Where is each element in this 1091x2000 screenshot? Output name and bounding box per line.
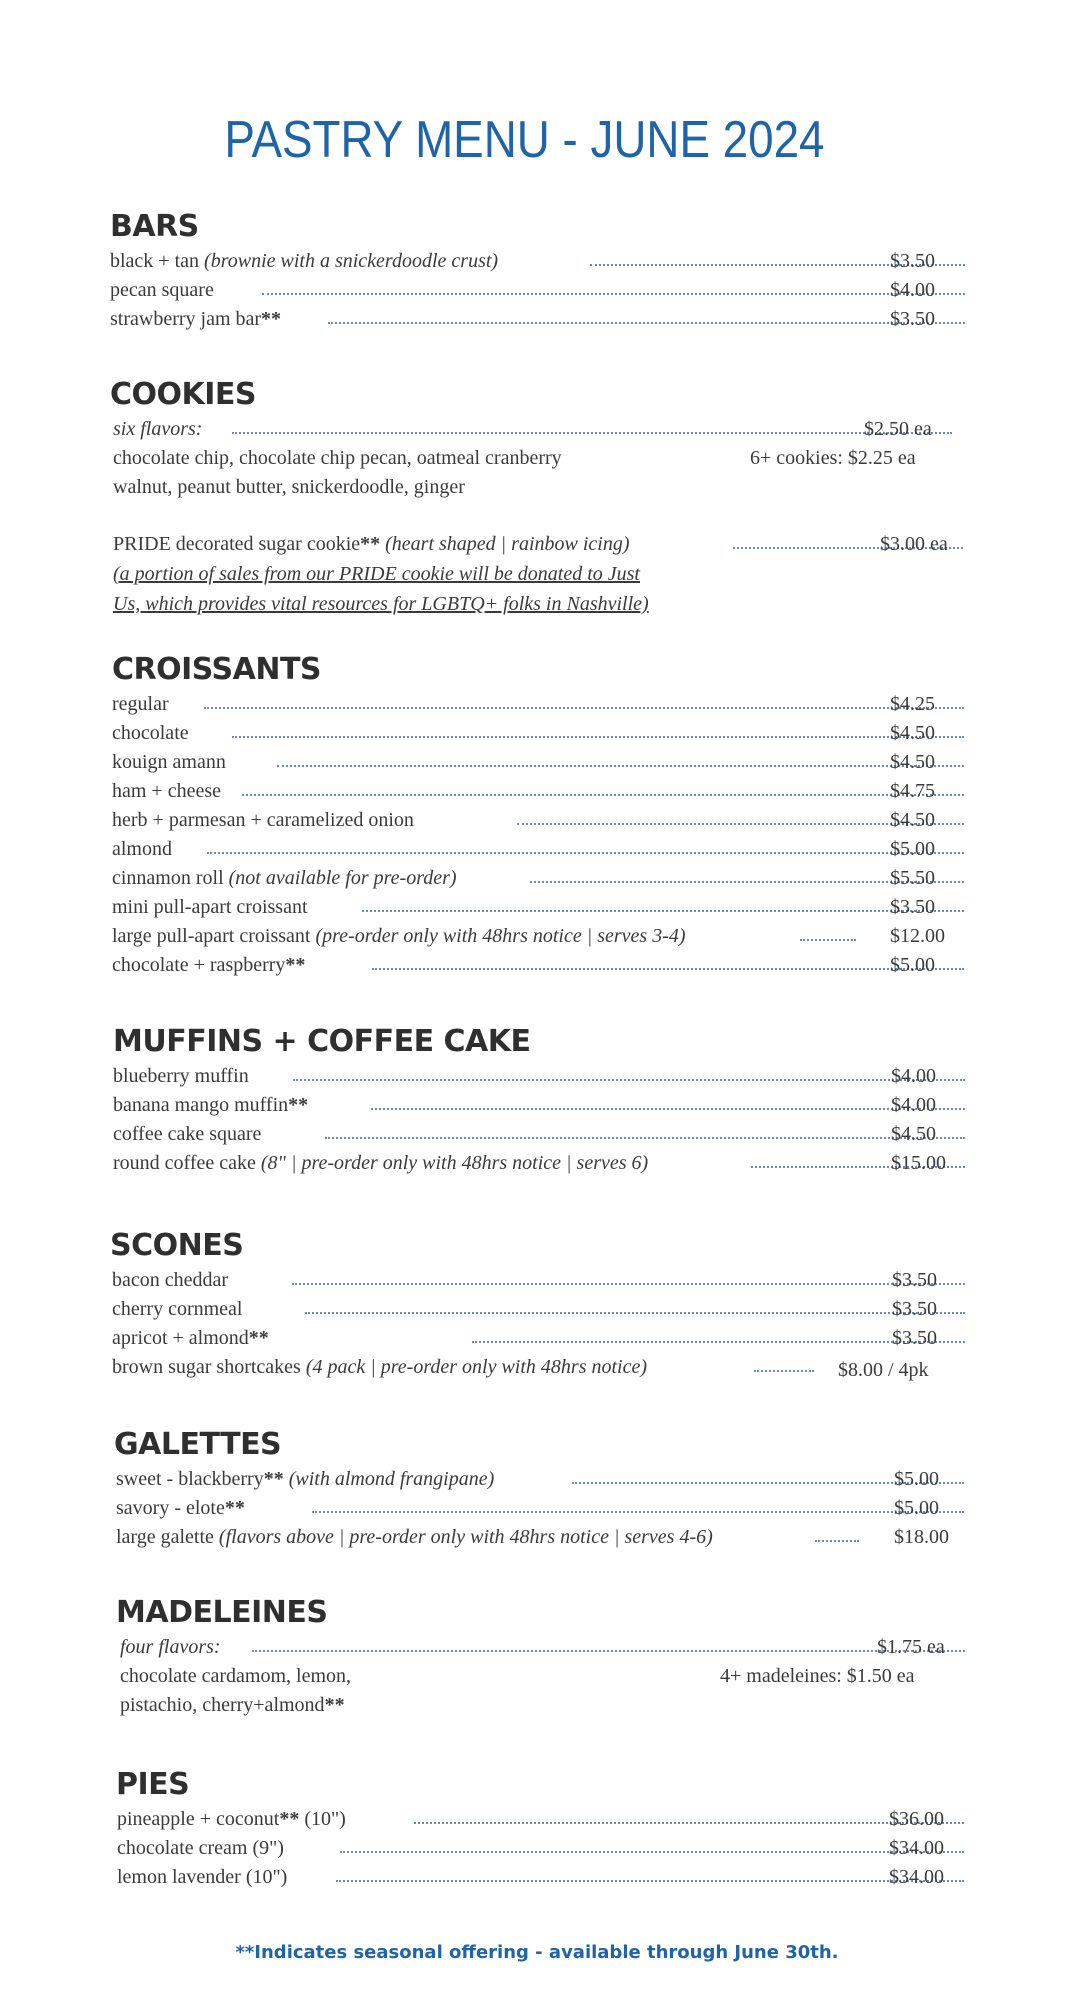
item-price: $1.75 ea: [877, 1636, 945, 1658]
item-price: $4.50: [890, 751, 935, 773]
item-price: $5.00: [890, 954, 935, 976]
item-price: $15.00: [891, 1152, 946, 1174]
item-price: $4.50: [891, 1123, 936, 1145]
dot-leader: [204, 707, 964, 709]
menu-item: large galette (flavors above | pre-order only with 48hrs notice | serves 4-6) $18.00: [114, 1523, 281, 1552]
item-price: $3.50: [892, 1269, 937, 1291]
donation-note: Us, which provides vital resources for LGBTQ+ folks in Nashville): [113, 593, 649, 615]
menu-item: regular $4.25: [112, 690, 321, 719]
menu-item: large pull-apart croissant (pre-order only with 48hrs notice | serves 3-4) $12.00: [112, 922, 321, 951]
item-price: $4.50: [890, 809, 935, 831]
flavor-list: chocolate chip, chocolate chip pecan, oatmeal cranberry: [113, 447, 562, 469]
section-heading-pies: PIES: [116, 1767, 190, 1802]
menu-item: pecan square $4.00: [110, 276, 199, 305]
menu-item: black + tan (brownie with a snickerdoodle crust) $3.50: [110, 247, 199, 276]
dot-leader: [362, 910, 964, 912]
menu-item: brown sugar shortcakes (4 pack | pre-order only with 48hrs notice) $8.00 / 4pk: [110, 1353, 243, 1382]
menu-item: coffee cake square $4.50: [113, 1120, 531, 1149]
dot-leader: [800, 939, 856, 941]
section-heading-cookies: COOKIES: [110, 377, 257, 412]
item-price: $5.00: [890, 838, 935, 860]
menu-item: chocolate $4.50: [112, 719, 321, 748]
dot-leader: [340, 1851, 964, 1853]
item-price: $4.00: [890, 279, 935, 301]
dot-leader: [305, 1312, 965, 1314]
dot-leader: [232, 736, 964, 738]
dot-leader: [371, 1108, 965, 1110]
menu-item: bacon cheddar $3.50: [110, 1266, 243, 1295]
menu-item: herb + parmesan + caramelized onion $4.50: [112, 806, 321, 835]
item-price: $3.50: [892, 1327, 937, 1349]
section-heading-scones: SCONES: [110, 1228, 244, 1263]
dot-leader: [232, 432, 952, 434]
section-galettes: [114, 1425, 949, 1552]
menu-item: ham + cheese $4.75: [112, 777, 321, 806]
menu-item: lemon lavender (10") $34.00: [116, 1863, 189, 1892]
dot-leader: [292, 1283, 965, 1285]
item-price: $3.50: [890, 250, 935, 272]
flavor-list: chocolate cardamom, lemon,: [120, 1665, 352, 1687]
menu-item: PRIDE decorated sugar cookie** (heart shaped | rainbow icing) $3.00 ea: [113, 530, 1013, 559]
flavor-list: walnut, peanut butter, snickerdoodle, ginger: [113, 476, 465, 498]
item-price: $3.00 ea: [880, 533, 948, 555]
item-price: $4.00: [891, 1094, 936, 1116]
dot-leader: [293, 1079, 965, 1081]
item-price: $12.00: [890, 925, 945, 947]
item-price: $34.00: [889, 1837, 944, 1859]
item-price: $4.25: [890, 693, 935, 715]
item-price: $3.50: [890, 308, 935, 330]
menu-item: savory - elote** $5.00: [114, 1494, 281, 1523]
section-heading-muffins: MUFFINS + COFFEE CAKE: [113, 1024, 531, 1059]
flavor-list: pistachio, cherry+almond**: [120, 1694, 345, 1716]
item-price: $4.75: [890, 780, 935, 802]
dot-leader: [754, 1370, 814, 1372]
donation-note: (a portion of sales from our PRIDE cookie will be donated to Just: [113, 563, 640, 585]
item-price: $5.00: [894, 1497, 939, 1519]
menu-item: blueberry muffin $4.00: [113, 1062, 531, 1091]
dot-leader: [207, 852, 964, 854]
section-scones: [110, 1226, 937, 1382]
dot-leader: [414, 1822, 964, 1824]
dot-leader: [325, 1137, 965, 1139]
menu-item: pineapple + coconut** (10") $36.00: [116, 1805, 189, 1834]
menu-item: almond $5.00: [112, 835, 321, 864]
menu-item: cinnamon roll (not available for pre-order) $5.50: [112, 864, 321, 893]
menu-item: banana mango muffin** $4.00: [113, 1091, 531, 1120]
dot-leader: [372, 968, 964, 970]
item-price: $3.50: [892, 1298, 937, 1320]
menu-item: mini pull-apart croissant $3.50: [112, 893, 321, 922]
section-heading-madeleines: MADELEINES: [116, 1595, 328, 1630]
dot-leader: [277, 765, 964, 767]
item-price: $3.50: [890, 896, 935, 918]
menu-item: cherry cornmeal $3.50: [110, 1295, 243, 1324]
item-price: $8.00 / 4pk: [838, 1359, 929, 1381]
dot-leader: [242, 794, 964, 796]
menu-item: kouign amann $4.50: [112, 748, 321, 777]
menu-item: chocolate cream (9") $34.00: [116, 1834, 189, 1863]
section-bars: [110, 207, 935, 334]
dot-leader: [815, 1540, 859, 1542]
dot-leader: [328, 322, 965, 324]
section-heading-galettes: GALETTES: [114, 1427, 282, 1462]
menu-item: six flavors: $2.50 ea: [110, 415, 1010, 444]
item-price: $2.50 ea: [864, 418, 932, 440]
item-price: $5.50: [890, 867, 935, 889]
dot-leader: [336, 1880, 964, 1882]
menu-item: sweet - blackberry** (with almond frangipane) $5.00: [114, 1465, 281, 1494]
section-muffins: [113, 1022, 946, 1178]
section-croissants: [112, 650, 945, 980]
item-price: $4.50: [890, 722, 935, 744]
item-price: $36.00: [889, 1808, 944, 1830]
bulk-price: 4+ madeleines: $1.50 ea: [720, 1665, 915, 1687]
section-cookies: [110, 375, 1010, 615]
item-price: $4.00: [891, 1065, 936, 1087]
menu-title: PASTRY MENU - JUNE 2024: [224, 111, 825, 169]
menu-item: chocolate + raspberry** $5.00: [112, 951, 321, 980]
menu-item: four flavors: $1.75 ea: [116, 1633, 986, 1662]
seasonal-footnote: **Indicates seasonal offering - available through June 30th.: [235, 1942, 839, 1963]
dot-leader: [312, 1511, 964, 1513]
menu-item: round coffee cake (8" | pre-order only with 48hrs notice | serves 6) $15.00: [113, 1149, 531, 1178]
dot-leader: [252, 1650, 965, 1652]
bulk-price: 6+ cookies: $2.25 ea: [750, 447, 916, 469]
item-price: $34.00: [889, 1866, 944, 1888]
menu-item: apricot + almond** $3.50: [110, 1324, 243, 1353]
section-heading-bars: BARS: [110, 209, 199, 244]
section-pies: [116, 1765, 944, 1892]
section-madeleines: [116, 1593, 986, 1733]
item-price: $18.00: [894, 1526, 949, 1548]
section-heading-croissants: CROISSANTS: [112, 652, 322, 687]
dot-leader: [262, 293, 965, 295]
item-price: $5.00: [894, 1468, 939, 1490]
menu-item: strawberry jam bar** $3.50: [110, 305, 199, 334]
